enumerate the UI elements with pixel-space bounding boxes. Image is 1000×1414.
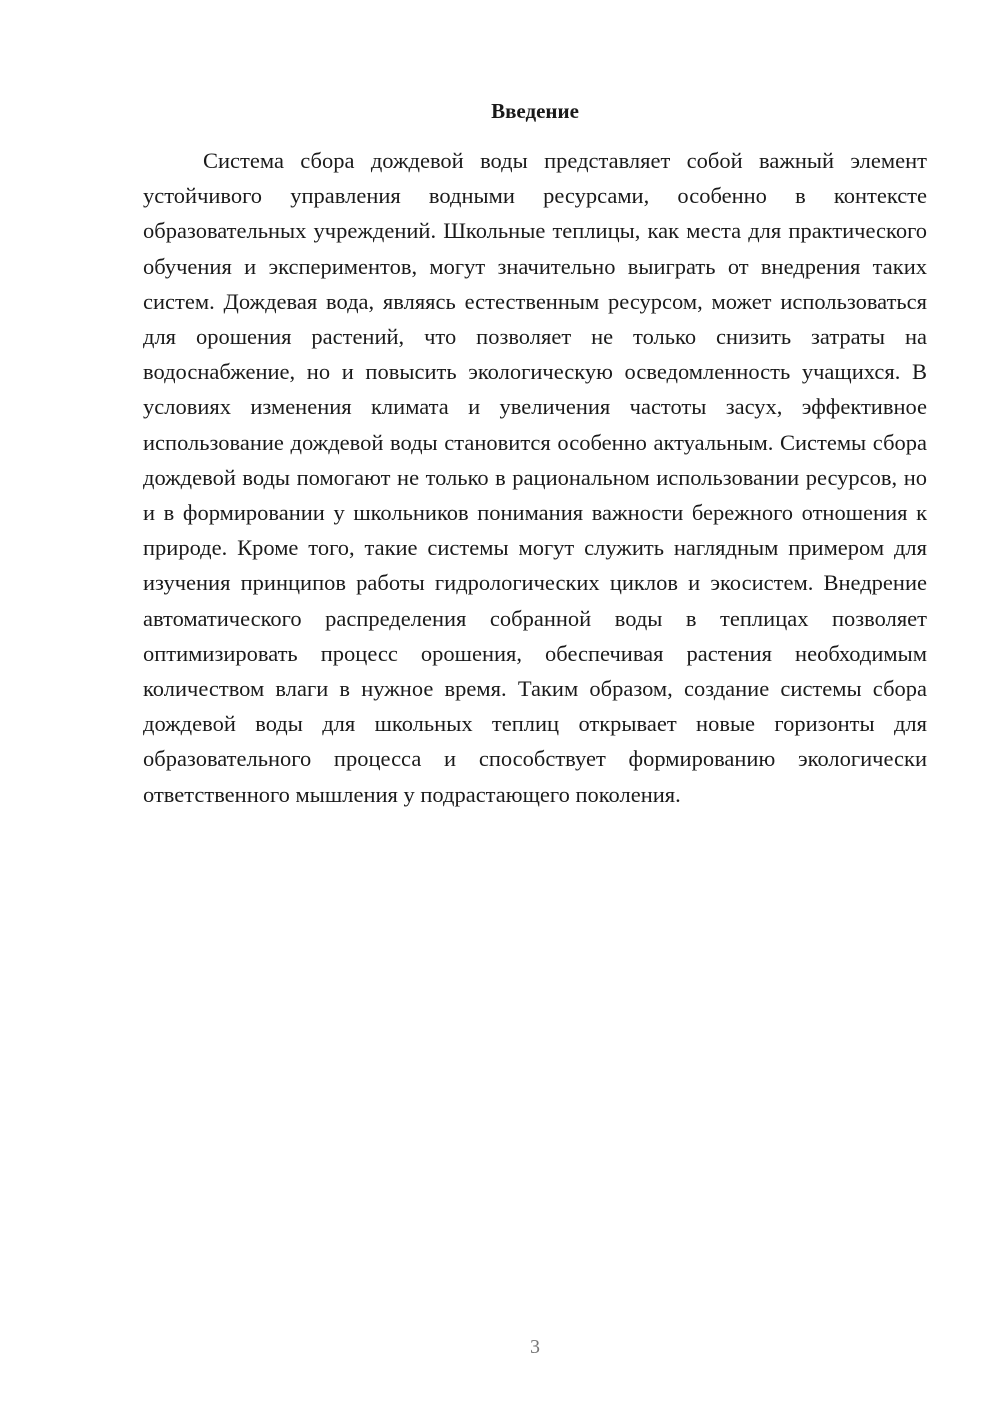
page-number: 3 xyxy=(530,1336,540,1358)
section-heading: Введение xyxy=(491,99,579,123)
body-paragraph: Система сбора дождевой воды представляет собой важный элемент устойчивого управления водными ресурсами, особенно в контексте образовательных учреждений. Школьные теплицы, как места для практического обучения и экспериментов, могут значительно выиграть от внедрения таких систем. Дождевая вода, являясь естественным ресурсом, может использоваться для орошения растений, что позволяет не только снизить затраты на водоснабжение, но и повысить экологическую осведомленность учащихся. В условиях изменения климата и увеличения частоты засух, эффективное использование дождевой воды становится особенно актуальным. Системы сбора дождевой воды помогают не только в рациональном использовании ресурсов, но и в формировании у школьников понимания важности бережного отношения к природе. Кроме того, такие системы могут служить наглядным примером для изучения принципов работы гидрологических циклов и экосистем. Внедрение автоматического распределения собранной воды в теплицах позволяет оптимизировать процесс орошения, обеспечивая растения необходимым количеством влаги в нужное время. Таким образом, создание системы сбора дождевой воды для школьных теплиц открывает новые горизонты для образовательного процесса и способствует формированию экологически ответственного мышления у подрастающего поколения. xyxy=(143,148,927,807)
